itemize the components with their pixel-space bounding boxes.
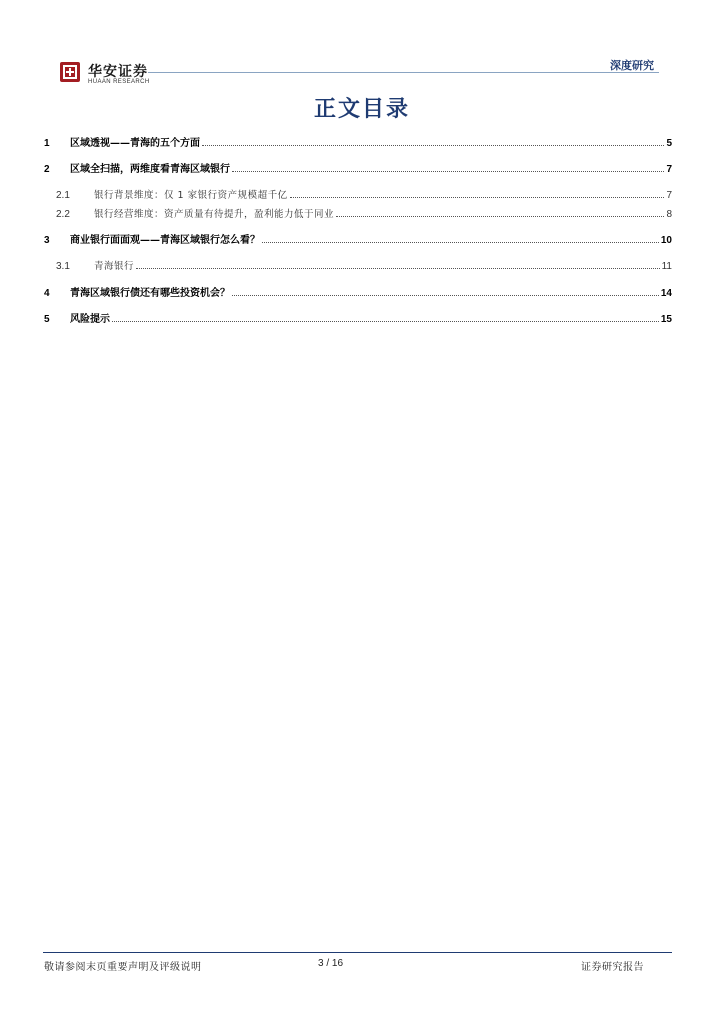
toc-leader-dots [202,144,664,146]
header-divider [148,72,659,73]
toc-page-number: 7 [666,190,672,201]
toc-title: 区域全扫描，两维度看青海区域银行 [70,164,230,175]
toc-number: 5 [44,314,50,325]
toc-entry-2-1[interactable] [44,185,672,201]
toc-page-number: 11 [661,261,672,272]
toc-page-number: 5 [666,138,672,149]
toc-title: 银行经营维度：资产质量有待提升，盈利能力低于同业 [94,209,335,220]
toc-number: 2.1 [56,190,70,201]
toc-leader-dots [262,241,659,243]
toc-title: 风险提示 [70,314,110,325]
page-number: 3 / 16 [318,958,344,969]
logo-text-cn: 华安证券 [88,64,148,80]
toc-leader-dots [336,215,664,217]
toc-entry-3-1[interactable] [44,256,672,272]
page-header [0,0,724,95]
footer-report-label: 证券研究报告 [581,962,644,973]
page-title: 正文目录 [313,96,410,122]
toc-entry-1[interactable] [44,133,672,149]
toc-page-number: 14 [660,288,672,299]
toc-entry-2-2[interactable] [44,204,672,220]
toc-leader-dots [136,267,660,269]
toc-number: 3.1 [56,261,70,272]
toc-leader-dots [112,320,659,322]
toc-title: 青海区域银行债还有哪些投资机会？ [70,288,230,299]
toc-number: 3 [44,235,50,246]
toc-title: 商业银行面面观——青海区域银行怎么看？ [70,235,260,246]
toc-number: 2.2 [56,209,70,220]
toc-leader-dots [290,196,665,198]
toc-entry-5[interactable] [44,309,672,325]
toc-page-number: 15 [660,314,672,325]
toc-entry-2[interactable] [44,159,672,175]
footer-disclaimer: 敬请参阅末页重要声明及评级说明 [44,962,202,973]
toc-number: 2 [44,164,50,175]
toc-page-number: 7 [666,164,672,175]
toc-entry-4[interactable] [44,283,672,299]
huaan-logo-icon [60,62,80,82]
toc-leader-dots [232,170,664,172]
toc-title: 区域透视——青海的五个方面 [70,138,200,149]
report-type-label: 深度研究 [610,59,654,72]
logo-text-en: HUAAN RESEARCH [88,79,150,85]
toc-entry-3[interactable] [44,230,672,246]
toc-number: 4 [44,288,50,299]
toc-page-number: 8 [666,209,672,220]
toc-title: 青海银行 [94,261,135,272]
toc-title: 银行背景维度：仅 1 家银行资产规模超千亿 [94,190,288,201]
toc-page-number: 10 [660,235,672,246]
toc-number: 1 [44,138,50,149]
footer-divider [43,952,672,953]
toc-leader-dots [232,294,659,296]
